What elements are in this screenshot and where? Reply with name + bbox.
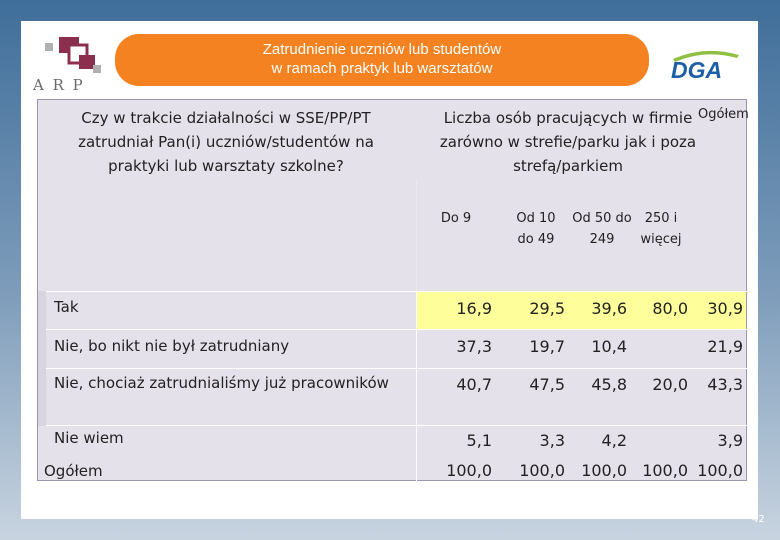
row-label-nie-wiem: Nie wiem xyxy=(54,429,124,447)
question-header: Czy w trakcie działalności w SSE/PP/PT zatrudniał Pan(i) uczniów/studentów na praktyki lub warsztaty szkolne? xyxy=(78,109,374,175)
row-label-chociaz: Nie, chociaż zatrudnialiśmy już pracowników xyxy=(54,374,389,392)
cell-value: 16,9 xyxy=(456,299,492,318)
divider xyxy=(38,425,748,426)
cell-value: 100,0 xyxy=(519,461,565,480)
cell-value: 3,3 xyxy=(539,431,565,450)
cell-value: 37,3 xyxy=(456,337,492,356)
total-header: Ogółem xyxy=(698,107,749,122)
sub-header-4: 250 i więcej xyxy=(640,211,682,247)
cell-value: 4,2 xyxy=(601,431,627,450)
company-size-header: Liczba osób pracujących w firmie zarówno w strefie/parku jak i poza strefą/parkiem xyxy=(439,109,697,175)
cell-value: 29,5 xyxy=(529,299,565,318)
dga-logo-text: DGA xyxy=(671,57,723,81)
cell-value: 100,0 xyxy=(697,461,743,480)
results-table xyxy=(37,99,747,481)
cell-value: 19,7 xyxy=(529,337,565,356)
cell-value: 20,0 xyxy=(652,375,688,394)
divider xyxy=(38,329,748,330)
divider xyxy=(416,180,417,291)
row-label-nikt: Nie, bo nikt nie był zatrudniany xyxy=(54,337,290,355)
cell-value: 43,3 xyxy=(707,375,743,394)
row-label-tak: Tak xyxy=(54,298,79,316)
slide xyxy=(21,21,758,519)
page-number: 42 xyxy=(752,514,765,525)
cell-value: 39,6 xyxy=(591,299,627,318)
row-indent-strip xyxy=(38,291,46,426)
divider xyxy=(38,368,748,369)
cell-value: 10,4 xyxy=(591,337,627,356)
cell-value: 100,0 xyxy=(446,461,492,480)
divider xyxy=(416,291,417,481)
cell-value: 21,9 xyxy=(707,337,743,356)
cell-value: 45,8 xyxy=(591,375,627,394)
cell-value: 47,5 xyxy=(529,375,565,394)
cell-value: 5,1 xyxy=(466,431,492,450)
cell-value: 100,0 xyxy=(581,461,627,480)
title-line-1: Zatrudnienie uczniów lub studentów xyxy=(262,41,502,58)
cell-value: 3,9 xyxy=(717,431,743,450)
arp-logo-text: A R P xyxy=(33,76,85,94)
title-banner xyxy=(115,34,649,86)
cell-value: 40,7 xyxy=(456,375,492,394)
sub-header-2: Od 10 do 49 xyxy=(516,211,556,247)
cell-value: 30,9 xyxy=(707,299,743,318)
dga-logo xyxy=(667,49,742,81)
cell-value: 80,0 xyxy=(652,299,688,318)
row-label-ogolem: Ogółem xyxy=(44,462,103,480)
title-line-2: w ramach praktyk lub warsztatów xyxy=(271,60,493,77)
sub-header-3: Od 50 do 249 xyxy=(572,211,632,247)
sub-header-1: Do 9 xyxy=(440,211,472,226)
divider xyxy=(38,291,748,292)
cell-value: 100,0 xyxy=(642,461,688,480)
